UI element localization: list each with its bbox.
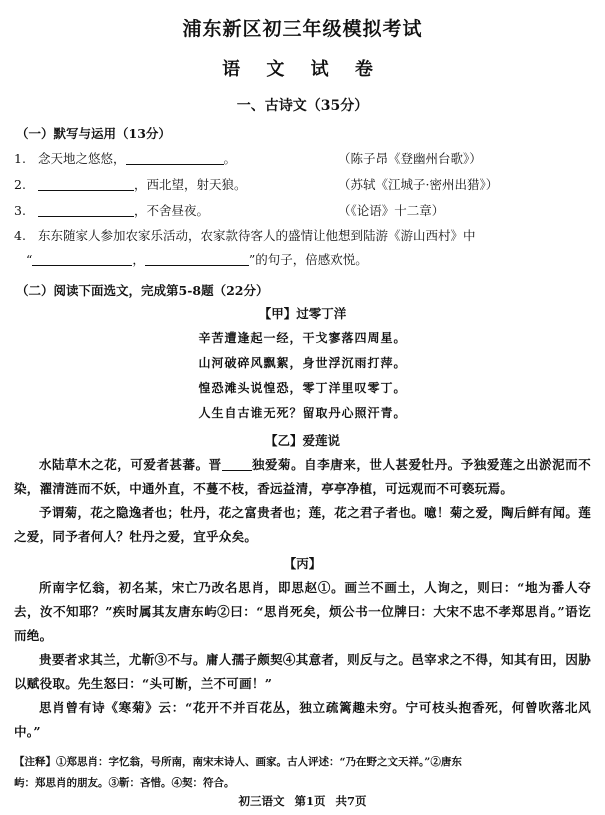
quote-comma: ， <box>132 252 145 267</box>
footer-page: 第1页 <box>294 794 326 808</box>
question-number: 3. <box>14 203 26 218</box>
note-line: 【注释】①郑思肖：字忆翁，号所南，南宋末诗人、画家。古人评述：“乃在野之文天祥。”②唐东 <box>14 756 462 768</box>
answer-blank[interactable] <box>38 176 134 191</box>
answer-blank[interactable] <box>145 251 249 266</box>
quote-open: “ <box>26 252 33 267</box>
footer-course: 初三语文 <box>238 794 285 808</box>
passage-bing-paragraph-3: 思肖曾有诗《寒菊》云：“花开不并百花丛，独立疏篱趣未穷。宁可枝头抱香死，何曾吹落北风中。” <box>14 700 591 739</box>
answer-blank[interactable] <box>38 202 134 217</box>
answer-blank[interactable] <box>222 456 252 471</box>
part1-heading: （一）默写与运用（13分） <box>16 126 171 141</box>
question-4 <box>14 224 591 272</box>
annotation-notes <box>14 752 591 794</box>
passage-bing-paragraph-1: 所南字忆翁，初名某，宋亡乃改名思肖，即思赵①。画兰不画土，人询之，则曰：“地为番人夺去，汝不知耶？”疾时属其友唐东屿②曰：“思肖死矣，烦公书一位牌曰：大宋不忠不孝郑思肖。”语讫而绝。 <box>14 580 591 643</box>
paragraph-text: 水陆草木之花，可爱者甚蕃。晋 <box>39 457 222 472</box>
answer-blank[interactable] <box>126 150 224 165</box>
question-text: ，西北望，射天狼。 <box>134 177 247 192</box>
poem-line: 惶恐滩头说惶恐，零丁洋里叹零丁。 <box>198 381 407 395</box>
question-source: （苏轼《江城子·密州出猎》） <box>338 177 499 192</box>
answer-blank[interactable] <box>32 251 132 266</box>
question-2 <box>14 172 591 198</box>
question-source: （陈子昂《登幽州台歌》） <box>338 151 482 166</box>
question-number: 2. <box>14 177 26 192</box>
passage-yi-paragraph-2: 予谓菊，花之隐逸者也；牡丹，花之富贵者也；莲，花之君子者也。噫！菊之爱，陶后鲜有闻。莲之爱，同予者何人？牡丹之爱，宜乎众矣。 <box>14 505 591 544</box>
question-text: ，不舍昼夜。 <box>134 203 210 218</box>
exam-title: 浦东新区初三年级模拟考试 <box>182 18 423 40</box>
question-number: 4. <box>14 228 26 243</box>
passage-jia-title: 【甲】过零丁洋 <box>258 306 347 321</box>
question-number: 1. <box>14 151 26 166</box>
poem-body <box>14 326 591 426</box>
question-text: 东东随家人参加农家乐活动，农家款待客人的盛情让他想到陆游《游山西村》中 <box>38 228 476 243</box>
footer-total: 共7页 <box>335 794 367 808</box>
passage-yi-title: 【乙】爱莲说 <box>264 433 340 448</box>
page-footer <box>0 793 605 809</box>
question-3 <box>14 198 591 224</box>
poem-line: 辛苦遭逢起一经，干戈寥落四周星。 <box>198 331 407 345</box>
question-source: （《论语》十二章） <box>338 203 445 218</box>
paper-subtitle: 语 文 试 卷 <box>222 59 383 80</box>
paragraph-text: 独爱菊。自李唐来，世人甚爱牡丹。予独爱莲之出淤泥而不染，濯清涟而不妖，中通外直，不蔓不枝，香远益清，亭亭净植，可远观而不可亵玩焉。 <box>14 457 591 496</box>
question-1 <box>14 146 591 172</box>
question-text: 念天地之悠悠， <box>38 151 126 166</box>
poem-line: 山河破碎风飘絮，身世浮沉雨打萍。 <box>198 356 407 370</box>
part2-heading: （二）阅读下面选文，完成第5-8题（22分） <box>16 283 269 298</box>
question-text: 。 <box>223 151 237 166</box>
passage-bing-paragraph-2: 贵要者求其兰，尤靳③不与。庸人孺子颇契④其意者，则反与之。邑宰求之不得，知其有田，因胁以赋役取。先生怒曰：“头可断，兰不可画！” <box>14 652 591 691</box>
note-line: 屿：郑思肖的朋友。③靳：吝惜。④契：符合。 <box>14 777 235 789</box>
poem-line: 人生自古谁无死？留取丹心照汗青。 <box>198 406 407 420</box>
question-text: ”的句子，倍感欢悦。 <box>248 252 368 267</box>
passage-bing-title: 【丙】 <box>283 556 322 571</box>
section-heading: 一、古诗文（35分） <box>236 98 369 114</box>
passage-yi-paragraph-1 <box>14 453 591 501</box>
